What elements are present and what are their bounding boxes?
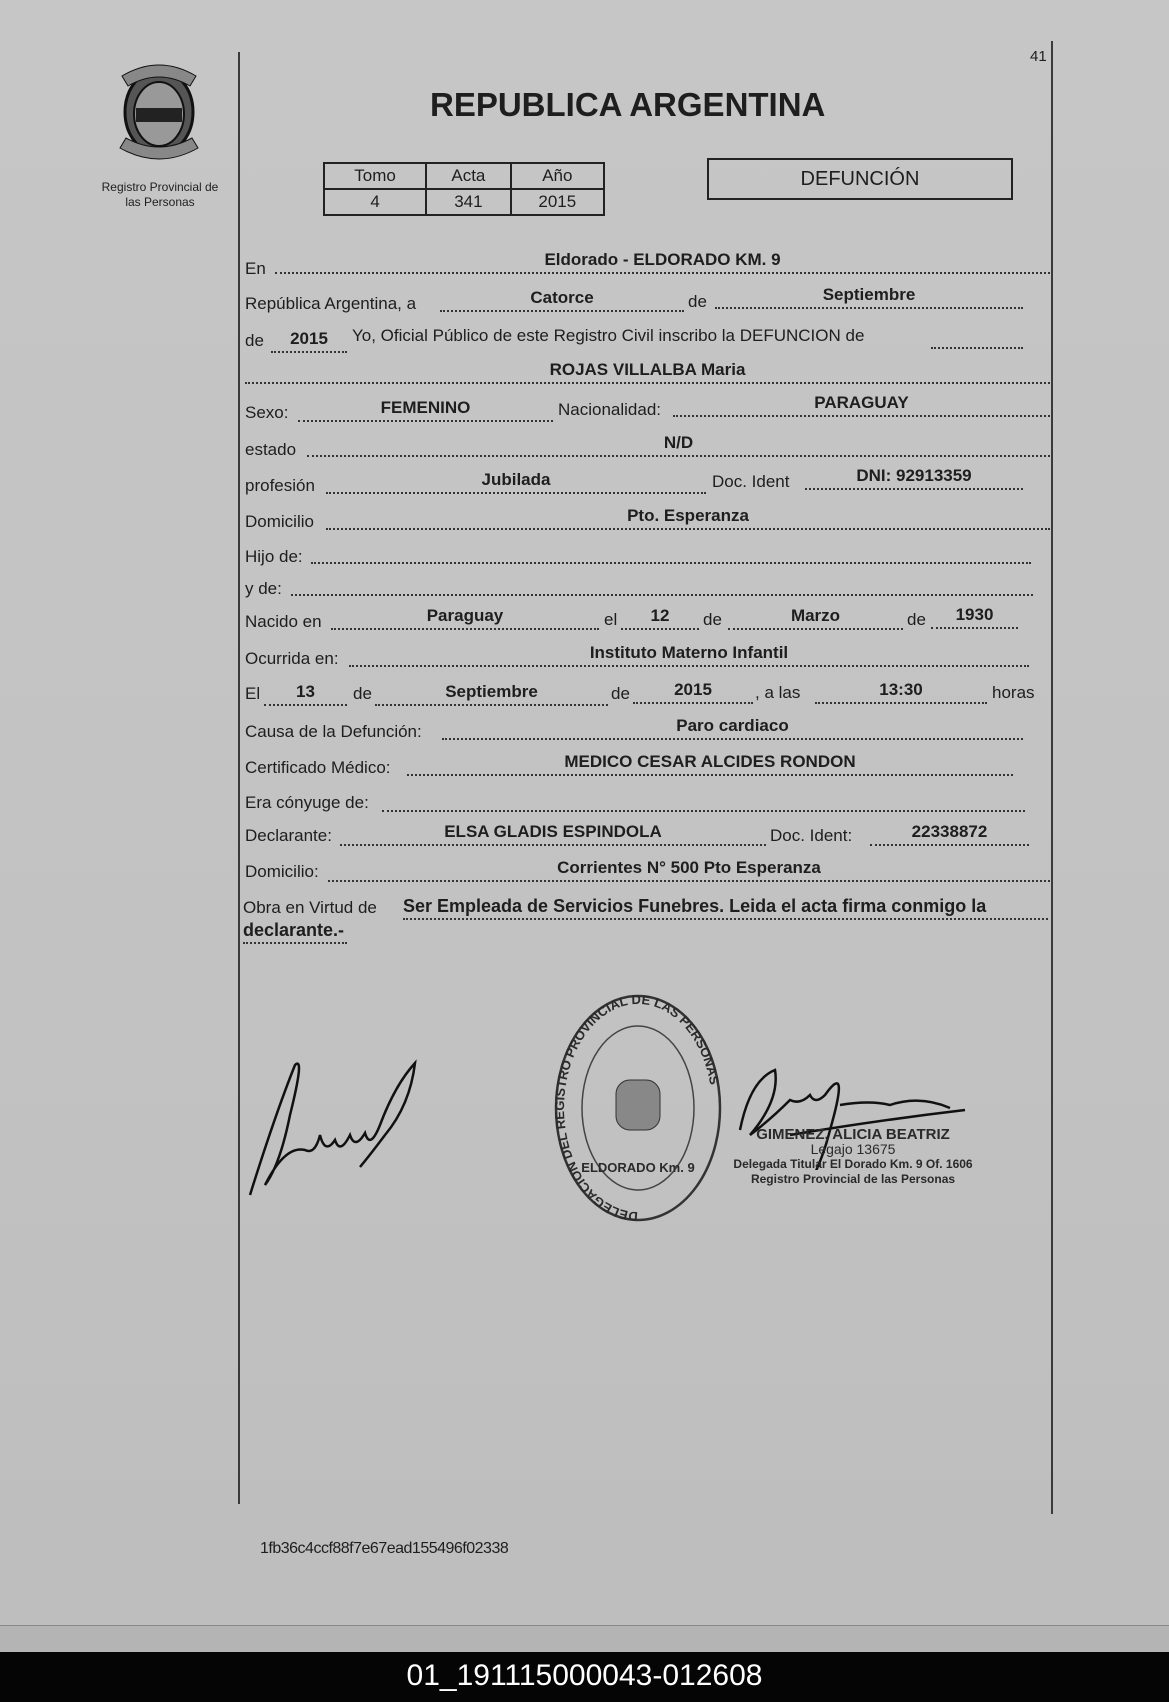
official-name: GIMENEZ, ALICIA BEATRIZ <box>756 1126 950 1143</box>
field-birth-month: Marzo <box>728 606 903 630</box>
field-birth-year: 1930 <box>931 605 1018 629</box>
field-deceased-name: ROJAS VILLALBA Maria <box>245 360 1050 384</box>
value-tomo: 4 <box>324 189 426 215</box>
field-blank <box>931 325 1023 349</box>
value-acta: 341 <box>426 189 510 215</box>
label-medical-certificate: Certificado Médico: <box>245 758 391 777</box>
field-declarant-doc: 22338872 <box>870 822 1029 846</box>
label-de: de <box>245 331 264 350</box>
document-hash: 1fb36c4ccf88f7e67ead155496f02338 <box>260 1540 509 1557</box>
field-cause: Paro cardiaco <box>442 716 1023 740</box>
field-nationality: PARAGUAY <box>673 393 1050 417</box>
field-declarant-address: Corrientes N° 500 Pto Esperanza <box>328 858 1050 882</box>
label-profession: profesión <box>245 476 315 495</box>
value-anio: 2015 <box>511 189 604 215</box>
label-occurred-in: Ocurrida en: <box>245 649 339 668</box>
field-birth-day: 12 <box>621 606 699 630</box>
declarant-signature <box>245 1055 435 1205</box>
field-doc-ident: DNI: 92913359 <box>805 466 1023 490</box>
header-acta: Acta <box>426 163 510 189</box>
field-address: Pto. Esperanza <box>326 506 1050 530</box>
page-number: 41 <box>1030 48 1047 65</box>
registry-table <box>323 162 605 216</box>
field-sex: FEMENINO <box>298 398 553 422</box>
field-profession: Jubilada <box>326 470 706 494</box>
logo-caption <box>92 180 228 210</box>
label-de: de <box>611 684 630 703</box>
field-death-year: 2015 <box>633 680 753 704</box>
label-child-of: Hijo de: <box>245 547 303 566</box>
label-de: de <box>688 292 707 311</box>
field-day: Catorce <box>440 288 684 312</box>
right-margin-line <box>1051 41 1053 1514</box>
field-spouse <box>382 788 1025 812</box>
label-hours: horas <box>992 683 1035 702</box>
label-at: , a las <box>755 683 801 702</box>
label-republica: República Argentina, a <box>245 294 417 313</box>
logo-caption-line2: las Personas <box>125 195 195 209</box>
field-death-day: 13 <box>264 682 347 706</box>
field-medical-certificate: MEDICO CESAR ALCIDES RONDON <box>407 752 1013 776</box>
province-coat-of-arms-logo <box>112 58 206 170</box>
field-declarant: ELSA GLADIS ESPINDOLA <box>340 822 766 846</box>
label-address: Domicilio <box>245 512 314 531</box>
field-month: Septiembre <box>715 285 1023 309</box>
label-el: El <box>245 684 261 703</box>
field-place: Eldorado - ELDORADO KM. 9 <box>275 250 1050 274</box>
label-cause: Causa de la Defunción: <box>245 722 422 741</box>
document-title: REPUBLICA ARGENTINA <box>430 86 826 123</box>
field-by-virtue-of-cont: declarante.- <box>243 920 347 944</box>
official-position: Delegada Titular El Dorado Km. 9 Of. 1606 <box>733 1157 973 1171</box>
field-by-virtue-of: Ser Empleada de Servicios Funebres. Leida el acta firma conmigo la <box>403 896 1048 920</box>
label-sex: Sexo: <box>245 403 289 422</box>
label-civil-status: estado <box>245 440 297 459</box>
field-parent1 <box>311 540 1031 564</box>
label-doc-ident: Doc. Ident <box>712 472 790 491</box>
label-de: de <box>907 610 926 629</box>
label-en: En <box>245 259 266 278</box>
label-by-virtue-of: Obra en Virtud de <box>243 898 377 917</box>
official-entity: Registro Provincial de las Personas <box>750 1172 956 1186</box>
field-death-place: Instituto Materno Infantil <box>349 643 1029 667</box>
label-nationality: Nacionalidad: <box>558 400 662 419</box>
document-type-box: DEFUNCIÓN <box>707 158 1013 200</box>
field-year: 2015 <box>271 329 347 353</box>
label-declarant-address: Domicilio: <box>245 862 319 881</box>
registry-seal-stamp <box>552 990 724 1226</box>
official-legajo: Legajo 13675 <box>810 1141 896 1157</box>
field-death-month: Septiembre <box>375 682 608 706</box>
label-and-of: y de: <box>245 579 282 598</box>
stamp-emblem-icon <box>616 1080 660 1130</box>
label-declarant: Declarante: <box>245 826 332 845</box>
header-anio: Año <box>511 163 604 189</box>
label-born-in: Nacido en <box>245 612 322 631</box>
official-stamp-text <box>718 1127 988 1187</box>
next-page-edge <box>0 1625 1169 1653</box>
footer-id-bar: 01_191115000043-012608 <box>0 1652 1169 1702</box>
logo-caption-line1: Registro Provincial de <box>101 180 219 194</box>
label-doc-ident: Doc. Ident: <box>770 826 853 845</box>
field-parent2 <box>291 572 1033 596</box>
label-de: de <box>703 610 722 629</box>
field-civil-status: N/D <box>307 433 1050 457</box>
official-statement: Yo, Oficial Público de este Registro Civil inscribo la DEFUNCION de <box>352 326 865 345</box>
field-death-time: 13:30 <box>815 680 987 704</box>
label-spouse: Era cónyuge de: <box>245 793 369 812</box>
label-de: de <box>353 684 372 703</box>
left-margin-line <box>238 52 240 1504</box>
label-el: el <box>604 610 618 629</box>
stamp-outer-text: DELEGACION DEL REGISTRO PROVINCIAL DE LAS PERSONAS <box>552 991 723 1225</box>
header-tomo: Tomo <box>324 163 426 189</box>
field-birthplace: Paraguay <box>331 606 599 630</box>
stamp-inner-text: ELDORADO Km. 9 <box>581 1160 695 1175</box>
